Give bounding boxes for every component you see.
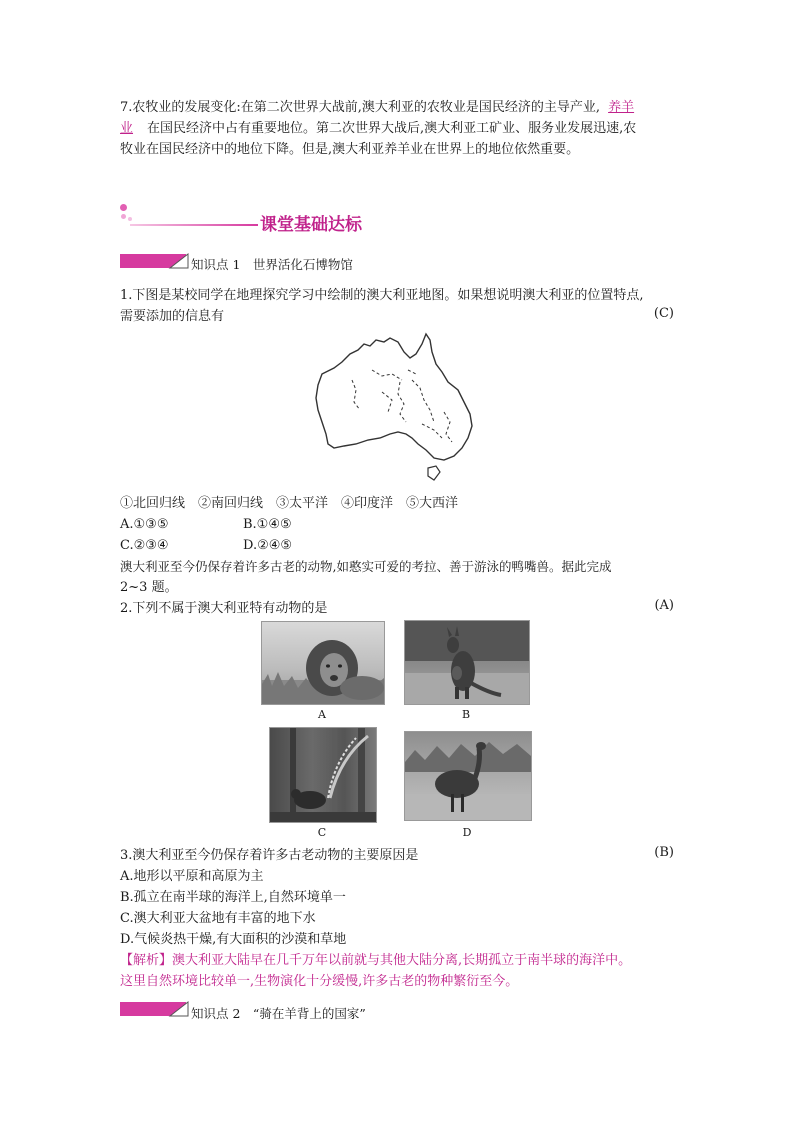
caption-b: B	[461, 708, 471, 721]
q1-option-c: C.②③④	[120, 538, 169, 553]
q1-option-d: D.②④⑤	[243, 538, 293, 553]
photo-lyrebird	[269, 727, 377, 823]
caption-d: D	[462, 826, 472, 839]
q1-answer: (C)	[653, 306, 674, 321]
caption-c: C	[317, 826, 327, 839]
q7-line2	[120, 118, 636, 139]
kp2-bar-tail-icon	[168, 1000, 190, 1018]
photo-kangaroo	[404, 620, 530, 705]
caption-a: A	[318, 708, 326, 721]
q3-option-a: A.地形以平原和高原为主	[120, 869, 264, 884]
q1-items: ①北回归线 ②南回归线 ③太平洋 ④印度洋 ⑤大西洋	[120, 496, 459, 511]
q7-text: 7.农牧业的发展变化:在第二次世界大战前,澳大利亚的农牧业是国民经济的主导产业,	[120, 100, 601, 115]
analysis-line1	[120, 950, 631, 971]
lion-icon	[262, 622, 384, 704]
analysis-text-1: 澳大利亚大陆早在几千万年以前就与其他大陆分离,长期孤立于南半球的海洋中。	[172, 953, 632, 968]
q2-stem: 2.下列不属于澳大利亚特有动物的是	[120, 601, 328, 616]
q3-stem: 3.澳大利亚至今仍保存着许多古老动物的主要原因是	[120, 848, 419, 863]
lyrebird-icon	[270, 728, 376, 822]
photo-lion	[261, 621, 385, 705]
q3-option-b: B.孤立在南半球的海洋上,自然环境单一	[120, 890, 346, 905]
kp1-bar-tail-icon	[168, 252, 190, 270]
australia-map-figure	[312, 330, 482, 488]
q7-line3: 牧业在国民经济中的地位下降。但是,澳大利亚养羊业在世界上的地位依然重要。	[120, 142, 580, 157]
analysis-tag: 【解析】	[120, 953, 173, 968]
q3-option-c: C.澳大利亚大盆地有丰富的地下水	[120, 911, 316, 926]
section-underline	[130, 224, 258, 226]
q1-option-a: A.①③⑤	[120, 517, 169, 532]
q3-option-d: D.气候炎热干燥,有大面积的沙漠和草地	[120, 932, 347, 947]
q7-line1	[120, 97, 634, 118]
intro-line2: 2~3 题。	[120, 580, 178, 595]
section-title: 课堂基础达标	[260, 215, 362, 235]
q1-stem-line2: 需要添加的信息有	[120, 309, 225, 324]
section-dots-icon	[118, 204, 138, 226]
q2-answer: (A)	[654, 598, 674, 613]
q3-answer: (B)	[654, 845, 674, 860]
intro-line1: 澳大利亚至今仍保存着许多古老的动物,如憨实可爱的考拉、善于游泳的鸭嘴兽。据此完成	[120, 559, 612, 574]
q7-blank-b: 业	[120, 121, 134, 136]
analysis-line2: 这里自然环境比较单一,生物演化十分缓慢,许多古老的物种繁衍至今。	[120, 974, 519, 989]
photo-emu	[404, 731, 532, 821]
kp2-label: 知识点 2 “骑在羊背上的国家”	[191, 1006, 366, 1021]
kangaroo-icon	[405, 621, 529, 704]
emu-icon	[405, 732, 531, 820]
q7-text-2: 在国民经济中占有重要地位。第二次世界大战后,澳大利亚工矿业、服务业发展迅速,农	[147, 121, 637, 136]
q1-stem-line1: 1.下图是某校同学在地理探究学习中绘制的澳大利亚地图。如果想说明澳大利亚的位置特点,	[120, 288, 644, 303]
kp1-label: 知识点 1 世界活化石博物馆	[191, 257, 353, 272]
q1-option-b: B.①④⑤	[243, 517, 292, 532]
q7-blank-a: 养羊	[608, 100, 635, 115]
